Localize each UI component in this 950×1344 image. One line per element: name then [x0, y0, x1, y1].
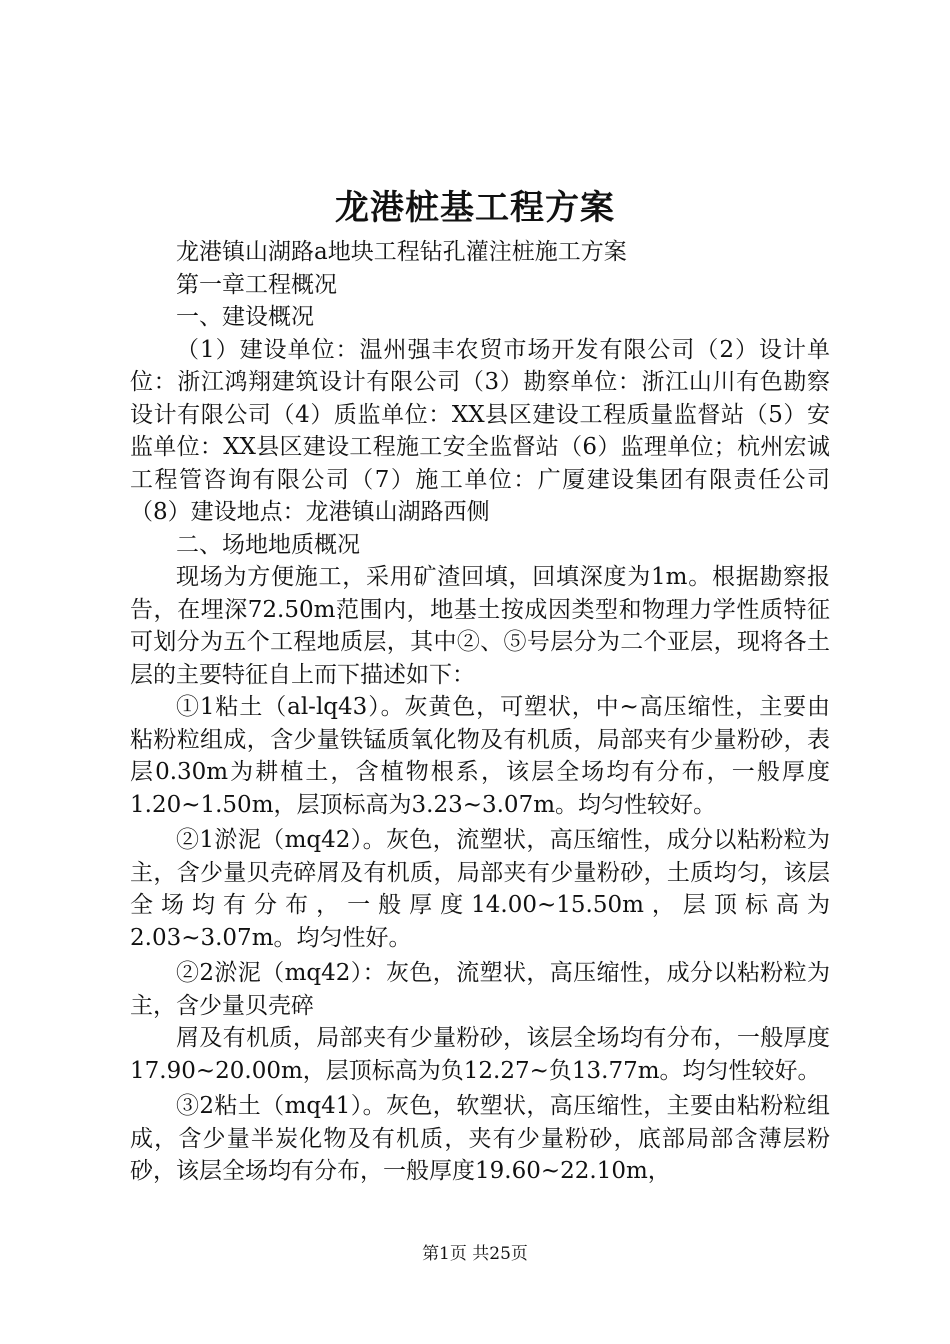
document-title: 龙港桩基工程方案 [335, 188, 615, 228]
paragraph-soil-layer: ②1淤泥（mq42）。灰色，流塑状，高压缩性，成分以粘粉粒为主，含少量贝壳碎屑及有机质，局部夹有少量粉砂，土质均匀，该层全场均有分布，一般厚度14.00~15.50m，层顶标高为2.03~3.07m。均匀性好。 [130, 827, 830, 951]
paragraph-construction-units: （1）建设单位：温州强丰农贸市场开发有限公司（2）设计单位：浙江鸿翔建筑设计有限公司（3）勘察单位：浙江山川有色勘察设计有限公司（4）质监单位：XX县区建设工程质量监督站（5）安监单位：XX县区建设工程施工安全监督站（6）监理单位；杭州宏诚工程管咨询有限公司（7）施工单位：广厦建设集团有限责任公司（8）建设地点：龙港镇山湖路西侧 [130, 336, 830, 525]
paragraph-soil-layer: ①1粘土（al-lq43）。灰黄色，可塑状，中~高压缩性，主要由粘粉粒组成，含少量铁锰质氧化物及有机质，局部夹有少量粉砂，表层0.30m为耕植土，含植物根系，该层全场均有分布，一般厚度1.20~1.50m，层顶标高为3.23~3.07m。均匀性较好。 [130, 694, 830, 818]
paragraph-chapter-heading: 第一章工程概况 [176, 271, 337, 298]
paragraph-section-heading: 一、建设概况 [176, 304, 314, 330]
page-footer: 第1页 共25页 [422, 1244, 528, 1264]
paragraph-subtitle: 龙港镇山湖路a地块工程钻孔灌注桩施工方案 [176, 239, 627, 265]
paragraph-soil-layer: ③2粘土（mq41）。灰色，软塑状，高压缩性，主要由粘粉粒组成，含少量半炭化物及有机质，夹有少量粉砂，底部局部含薄层粉砂，该层全场均有分布，一般厚度19.60~22.10m， [130, 1093, 830, 1184]
paragraph-site-geology: 现场为方便施工，采用矿渣回填，回填深度为1m。根据勘察报告，在埋深72.50m范围内，地基土按成因类型和物理力学性质特征可划分为五个工程地质层，其中②、⑤号层分为二个亚层，现将各土层的主要特征自上而下描述如下： [130, 564, 830, 688]
paragraph-soil-layer-continued: 屑及有机质，局部夹有少量粉砂，该层全场均有分布，一般厚度17.90~20.00m，层顶标高为负12.27~负13.77m。均匀性较好。 [130, 1025, 830, 1084]
paragraph-soil-layer: ②2淤泥（mq42）：灰色，流塑状，高压缩性，成分以粘粉粒为主，含少量贝壳碎 [130, 960, 830, 1019]
document-body [130, 236, 830, 1188]
paragraph-section-heading: 二、场地地质概况 [176, 531, 360, 558]
